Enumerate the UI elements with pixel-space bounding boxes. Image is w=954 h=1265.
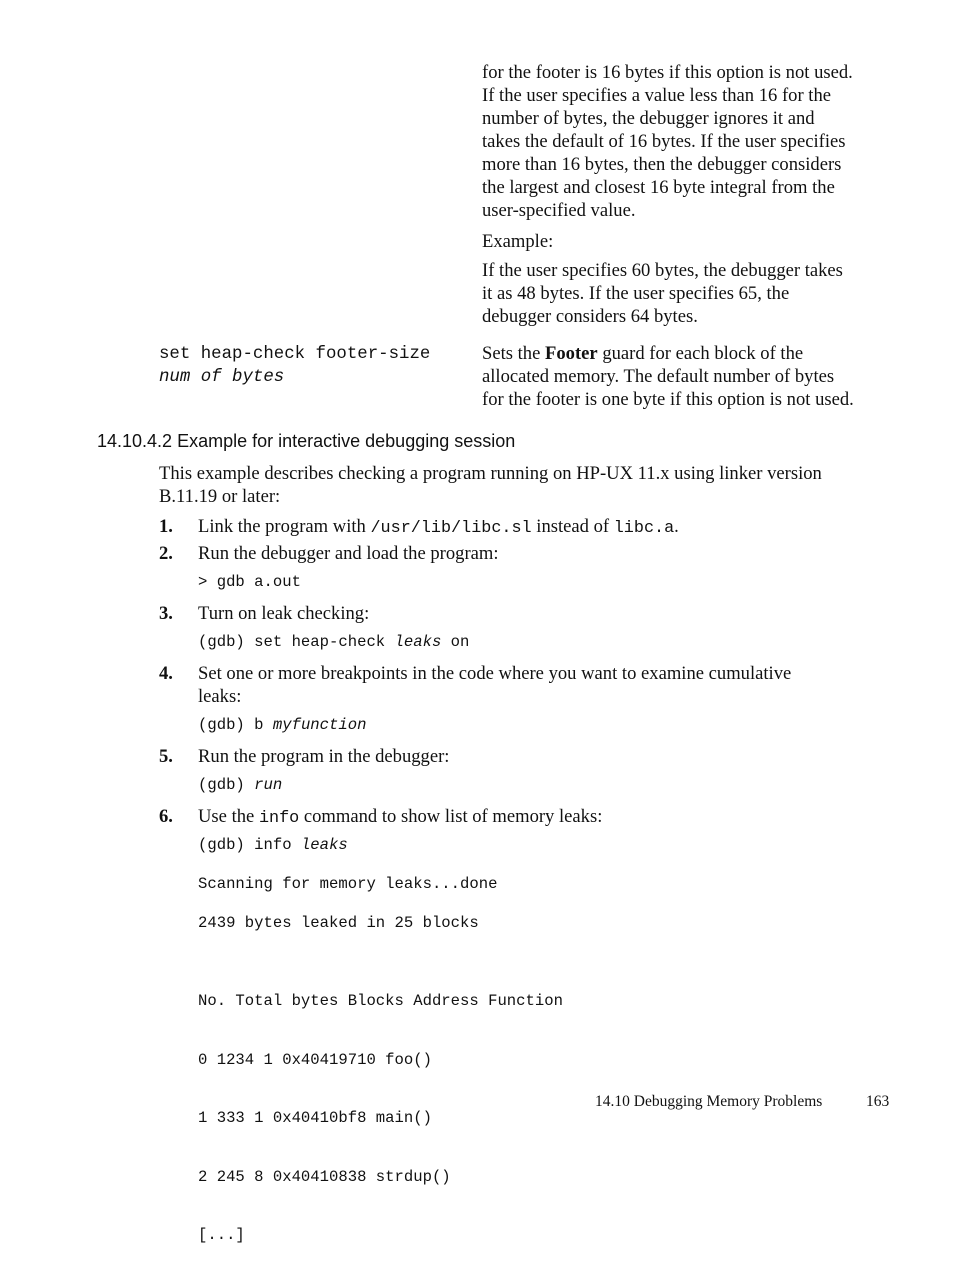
text-line: user-specified value. [482,200,636,221]
option-prev-description [482,61,853,222]
step-number: 6. [159,806,173,827]
text-line: Set one or more breakpoints in the code where you want to examine cumulative [198,663,792,684]
step-text: Run the program in the debugger: [198,746,450,767]
text-run: Link the program with [198,516,371,537]
code-argument: leaks [300,836,348,854]
text-run: instead of [531,516,614,537]
code-run: (gdb) set heap-check [198,633,395,651]
step-number: 3. [159,603,173,624]
text-line: more than 16 bytes, then the debugger considers [482,154,842,175]
ellipsis: [...] [198,1226,245,1244]
code-line [198,633,469,653]
step-number: 4. [159,663,173,684]
table-row: 2 245 8 0x40410838 strdup() [198,1167,451,1186]
example-label: Example: [482,231,554,252]
inline-code: /usr/lib/libc.sl [370,519,532,538]
intro-paragraph [159,462,822,508]
option-argument: num of bytes [159,368,285,387]
code-line [198,776,282,796]
inline-code: info [258,809,300,828]
step-number: 1. [159,516,173,537]
section-heading: 14.10.4.2 Example for interactive debugging session [97,431,516,451]
text-line: for the footer is one byte if this option is not used. [482,389,854,410]
code-run: (gdb) [198,776,255,794]
table-row: 0 1234 1 0x40419710 foo() [198,1050,432,1069]
option-command: set heap-check footer-size [159,345,431,364]
code-run: (gdb) b [198,716,273,734]
text-run: guard for each block of the [597,343,804,364]
code-line [198,836,348,856]
output-summary: 2439 bytes leaked in 25 blocks [198,914,479,932]
text-run: Use the [198,806,259,827]
code-line [198,716,366,736]
step-number: 2. [159,543,173,564]
text-line: debugger considers 64 bytes. [482,306,698,327]
step-text [198,805,602,830]
output-scanning: Scanning for memory leaks...done [198,875,498,893]
text-run: Sets the [482,343,546,364]
text-line: the largest and closest 16 byte integral from the [482,177,835,198]
text-line: takes the default of 16 bytes. If the user specifies [482,131,846,152]
text-line: leaks: [198,686,242,707]
text-line: it as 48 bytes. If the user specifies 65, the [482,283,790,304]
code-run: on [441,633,470,651]
text-line: number of bytes, the debugger ignores it and [482,108,815,129]
example-description [482,259,843,328]
option-footer-name [159,343,430,389]
code-line: > gdb a.out [198,573,301,591]
text-line: If the user specifies a value less than 16 for the [482,85,832,106]
inline-code: libc.a [613,519,675,538]
step-text: Turn on leak checking: [198,603,370,624]
step-text [198,662,791,708]
footer-section-title: 14.10 Debugging Memory Problems [595,1093,823,1110]
text-run: . [674,516,679,537]
text-line [482,342,854,365]
code-argument: leaks [394,633,442,651]
output-table [198,953,563,1265]
text-line: B.11.19 or later: [159,486,281,507]
step-text: Run the debugger and load the program: [198,543,499,564]
code-argument: run [254,776,283,794]
text-line: for the footer is 16 bytes if this option is not used. [482,62,853,83]
text-line: allocated memory. The default number of bytes [482,366,835,387]
text-line: If the user specifies 60 bytes, the debugger takes [482,260,843,281]
step-text [198,515,679,540]
text-run: command to show list of memory leaks: [299,806,603,827]
bold-term: Footer [545,343,598,364]
table-header: No. Total bytes Blocks Address Function [198,992,563,1010]
step-number: 5. [159,746,173,767]
code-argument: myfunction [272,716,367,734]
option-footer-description [482,342,854,411]
page-number: 163 [866,1093,890,1110]
table-row: 1 333 1 0x40410bf8 main() [198,1109,432,1127]
text-line: This example describes checking a program running on HP-UX 11.x using linker version [159,463,822,484]
code-run: (gdb) info [198,836,301,854]
